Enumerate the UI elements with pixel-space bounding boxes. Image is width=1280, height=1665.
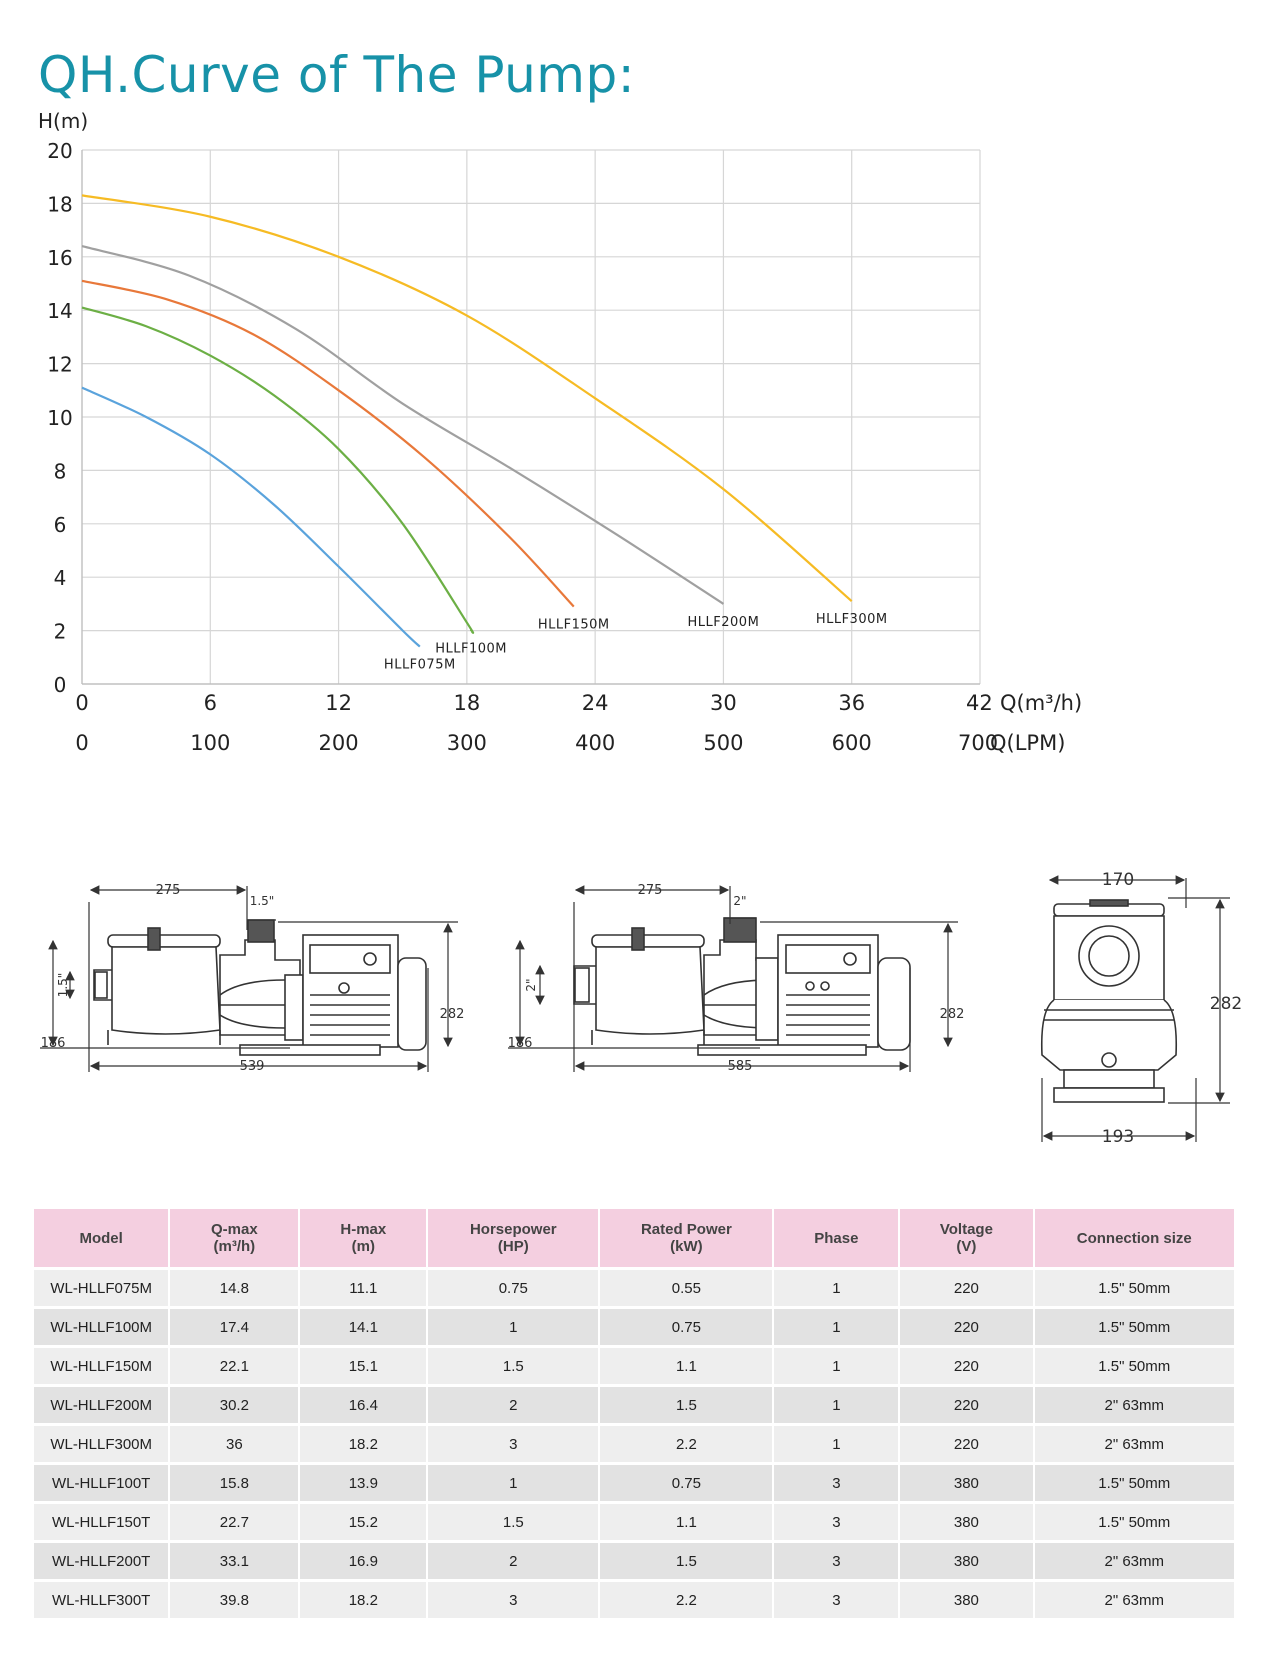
table-row [34, 1582, 1234, 1618]
table-cell: 1 [428, 1309, 598, 1345]
table-cell: 380 [900, 1543, 1032, 1579]
table-cell: 1.5" 50mm [1035, 1348, 1234, 1384]
header-cell [428, 1209, 598, 1267]
table-cell: 220 [900, 1426, 1032, 1462]
header-cell [774, 1209, 898, 1267]
table-cell: WL-HLLF150T [34, 1504, 168, 1540]
x2-tick-label: 700 [958, 731, 999, 755]
y-tick-label: 6 [53, 512, 67, 537]
table-cell: WL-HLLF200M [34, 1387, 168, 1423]
table-row [34, 1543, 1234, 1579]
header-cell [300, 1209, 426, 1267]
header-cell-text: (V) [956, 1238, 977, 1255]
table-cell: WL-HLLF100T [34, 1465, 168, 1501]
series-line-hllf200m [82, 246, 723, 604]
table-cell: WL-HLLF300M [34, 1426, 168, 1462]
header-cell-text: (kW) [670, 1238, 703, 1255]
x-tick-label: 24 [581, 691, 609, 715]
series-label-hllf300m: HLLF300M [815, 612, 888, 628]
table-cell: 2" 63mm [1035, 1387, 1234, 1423]
header-cell-text: Model [79, 1229, 123, 1247]
table-row [34, 1465, 1234, 1501]
table-cell: 380 [900, 1465, 1032, 1501]
x2-tick-label: 200 [318, 731, 359, 755]
table-cell: 1.5 [428, 1504, 598, 1540]
front-height: 282 [1209, 994, 1243, 1014]
header-cell-text: H-max [340, 1221, 387, 1238]
table-cell: 14.1 [300, 1309, 426, 1345]
side2-length: 585 [727, 1059, 753, 1074]
table-cell: 2" 63mm [1035, 1426, 1234, 1462]
x2-tick-label: 300 [446, 731, 487, 755]
x2-tick-label: 0 [75, 731, 89, 755]
table-cell: 17.4 [170, 1309, 298, 1345]
x-tick-label: 42 [966, 691, 993, 715]
y-tick-label: 0 [53, 673, 67, 697]
header-cell-text: (HP) [497, 1238, 529, 1255]
table-cell: 220 [900, 1387, 1032, 1423]
table-cell: 14.8 [170, 1270, 298, 1306]
table-cell: 18.2 [300, 1582, 426, 1618]
pump-front-view [1042, 900, 1177, 1102]
table-cell: 1.5" 50mm [1035, 1309, 1234, 1345]
side1-length: 539 [239, 1059, 265, 1074]
series-label-hllf200m: HLLF200M [687, 614, 760, 630]
table-cell: 380 [900, 1504, 1032, 1540]
table-cell: 22.1 [170, 1348, 298, 1384]
table-cell: 1.5 [600, 1387, 772, 1423]
table-cell: 16.9 [300, 1543, 426, 1579]
header-cell-text: Q-max [211, 1221, 258, 1238]
table-cell: 1.5 [600, 1543, 772, 1579]
front-top-width: 170 [1101, 870, 1135, 890]
table-cell: 3 [428, 1582, 598, 1618]
table-cell: 1.5" 50mm [1035, 1270, 1234, 1306]
header-cell-text: Phase [814, 1229, 859, 1247]
table-cell: 3 [774, 1504, 898, 1540]
table-cell: 3 [774, 1543, 898, 1579]
table-cell: 2" 63mm [1035, 1582, 1234, 1618]
y-tick-label: 14 [47, 299, 73, 324]
header-cell [34, 1209, 168, 1267]
chart-labels [38, 110, 1082, 755]
header-cell [1035, 1209, 1234, 1267]
x-tick-label: 6 [203, 691, 217, 715]
table-cell: 1.5 [428, 1348, 598, 1384]
table-cell: 1 [774, 1426, 898, 1462]
front-base-width: 193 [1101, 1127, 1135, 1147]
side2-outlet-size: 2" [733, 894, 747, 908]
header-cell-text: Rated Power [640, 1221, 732, 1238]
table-row [34, 1309, 1234, 1345]
y-tick-label: 20 [47, 139, 73, 163]
table-cell: 36 [170, 1426, 298, 1462]
table-cell: 220 [900, 1348, 1032, 1384]
table-cell: WL-HLLF150M [34, 1348, 168, 1384]
side1-axis-height: 186 [40, 1036, 66, 1051]
table-cell: 1.5" 50mm [1035, 1504, 1234, 1540]
header-cell-text: (m³/h) [213, 1238, 256, 1255]
x2-axis-label: Q(LPM) [990, 731, 1066, 755]
table-cell: 18.2 [300, 1426, 426, 1462]
y-tick-label: 10 [47, 406, 73, 430]
table-row [34, 1270, 1234, 1306]
y-tick-label: 12 [47, 352, 73, 377]
table-cell: 13.9 [300, 1465, 426, 1501]
table-row [34, 1387, 1234, 1423]
table-cell: 30.2 [170, 1387, 298, 1423]
table-cell: 2.2 [600, 1582, 772, 1618]
table-cell: 15.1 [300, 1348, 426, 1384]
series-label-hllf075m: HLLF075M [383, 657, 456, 673]
table-cell: 3 [774, 1465, 898, 1501]
y-axis-label: H(m) [38, 110, 89, 133]
x-axis-label: Q(m³/h) [1000, 691, 1083, 715]
x-tick-label: 18 [453, 691, 481, 715]
header-cell [600, 1209, 772, 1267]
header-cell-text: Voltage [939, 1221, 993, 1238]
side2-top-length: 275 [637, 883, 663, 898]
y-tick-label: 18 [47, 192, 73, 217]
table-cell: 3 [428, 1426, 598, 1462]
table-cell: 1 [428, 1465, 598, 1501]
table-cell: 1 [774, 1387, 898, 1423]
table-cell: 39.8 [170, 1582, 298, 1618]
y-tick-label: 4 [53, 566, 67, 591]
side1-inlet-size: 1.5" [56, 972, 70, 998]
table-cell: 2.2 [600, 1426, 772, 1462]
spec-table-body [34, 1270, 1234, 1618]
table-cell: WL-HLLF075M [34, 1270, 168, 1306]
table-cell: WL-HLLF300T [34, 1582, 168, 1618]
side2-inlet-size: 2" [524, 978, 538, 992]
y-tick-label: 16 [47, 245, 73, 270]
table-cell: 2 [428, 1543, 598, 1579]
table-cell: 2" 63mm [1035, 1543, 1234, 1579]
x2-tick-label: 500 [703, 731, 744, 755]
side2-axis-height: 186 [507, 1036, 533, 1051]
table-cell: 220 [900, 1270, 1032, 1306]
table-cell: 2 [428, 1387, 598, 1423]
pump-dimension-drawings [0, 860, 1280, 1170]
side1-outlet-size: 1.5" [249, 894, 275, 908]
series-label-hllf150m: HLLF150M [537, 617, 610, 633]
table-row [34, 1426, 1234, 1462]
spec-table-header-row [34, 1209, 1234, 1267]
x-tick-label: 36 [838, 691, 866, 715]
table-cell: 15.8 [170, 1465, 298, 1501]
header-cell-text: Connection size [1076, 1229, 1192, 1247]
table-cell: 3 [774, 1582, 898, 1618]
table-cell: 1 [774, 1309, 898, 1345]
table-cell: 33.1 [170, 1543, 298, 1579]
x2-tick-label: 100 [190, 731, 231, 755]
table-row [34, 1348, 1234, 1384]
table-cell: 0.55 [600, 1270, 772, 1306]
x2-tick-label: 600 [831, 731, 872, 755]
table-cell: 1.1 [600, 1504, 772, 1540]
header-cell-text: (m) [351, 1238, 375, 1255]
side2-height: 282 [939, 1007, 965, 1022]
pump-side-view-1 [94, 920, 426, 1055]
table-cell: 0.75 [428, 1270, 598, 1306]
side1-height: 282 [439, 1007, 465, 1022]
table-cell: 22.7 [170, 1504, 298, 1540]
x-tick-label: 0 [75, 691, 89, 715]
table-cell: 0.75 [600, 1309, 772, 1345]
header-cell-text: Horsepower [469, 1221, 557, 1238]
table-cell: WL-HLLF200T [34, 1543, 168, 1579]
x2-tick-label: 400 [575, 731, 616, 755]
table-cell: 1.5" 50mm [1035, 1465, 1234, 1501]
table-cell: 11.1 [300, 1270, 426, 1306]
header-cell [170, 1209, 298, 1267]
series-label-hllf100m: HLLF100M [435, 641, 508, 657]
table-cell: 1.1 [600, 1348, 772, 1384]
page-title: QH.Curve of The Pump: [38, 46, 636, 104]
table-row [34, 1504, 1234, 1540]
chart-grid [82, 150, 980, 684]
table-cell: 15.2 [300, 1504, 426, 1540]
table-cell: 1 [774, 1348, 898, 1384]
table-cell: 220 [900, 1309, 1032, 1345]
table-cell: 1 [774, 1270, 898, 1306]
table-cell: 380 [900, 1582, 1032, 1618]
table-cell: 0.75 [600, 1465, 772, 1501]
header-cell [900, 1209, 1032, 1267]
side1-top-length: 275 [155, 883, 181, 898]
y-tick-label: 8 [53, 459, 67, 484]
table-cell: 16.4 [300, 1387, 426, 1423]
table-cell: WL-HLLF100M [34, 1309, 168, 1345]
series-line-hllf075m [82, 388, 420, 647]
x-tick-label: 12 [325, 691, 352, 715]
qh-curve-chart [0, 110, 1280, 810]
y-tick-label: 2 [53, 619, 67, 644]
x-tick-label: 30 [710, 691, 737, 715]
spec-table [32, 1206, 1236, 1621]
pump-side-view-2 [574, 918, 910, 1055]
